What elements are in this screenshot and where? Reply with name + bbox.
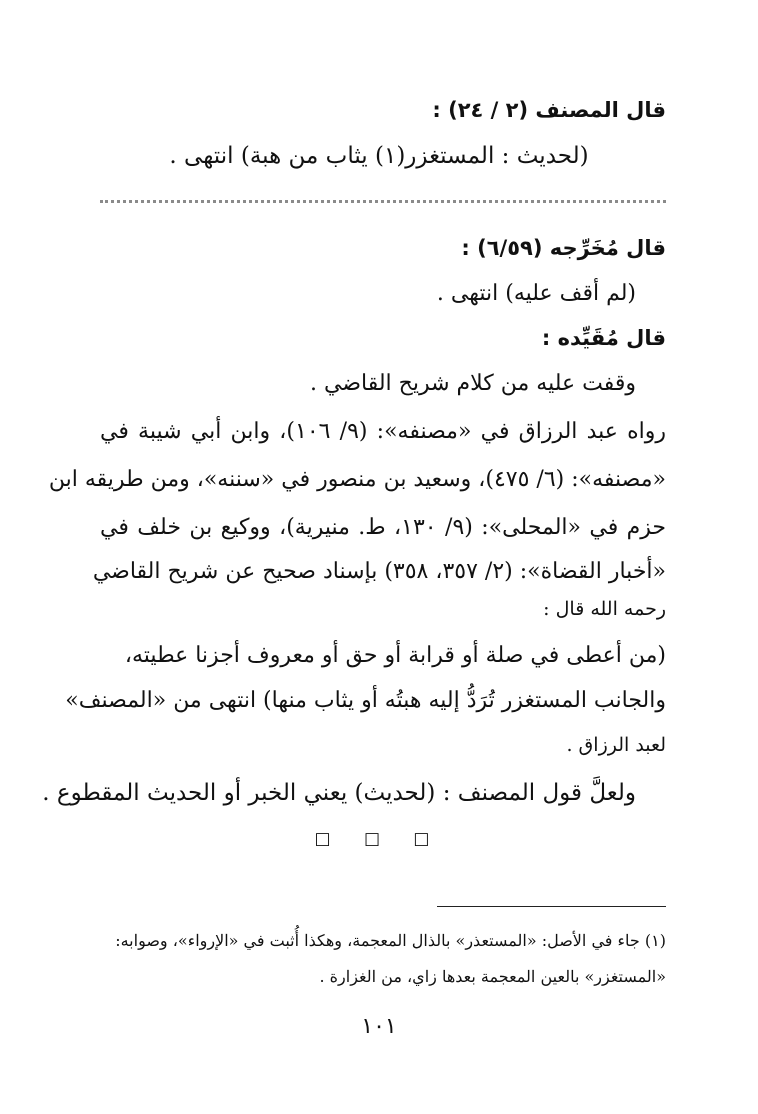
quote-mukharrij: (لم أقف عليه) انتهى . bbox=[436, 281, 636, 306]
footnote-line-2: «المستغزر» بالعين المعجمة بعدها زاي، من الغزارة . bbox=[319, 967, 666, 986]
heading-mukharrij: قال مُخَرِّجه (٦/٥٩) : bbox=[461, 236, 666, 260]
quote-hadith: (لحديث : المستغزر(١) يثاب من هبة) انتهى . bbox=[169, 143, 589, 169]
section-end-squares: □ □ □ bbox=[314, 829, 444, 849]
para1-line-2: «مصنفه»: (٦/ ٤٧٥)، وسعيد بن منصور في «سننه»، ومن طريقه ابن bbox=[48, 467, 666, 492]
dotted-separator bbox=[100, 200, 666, 203]
page-number: ١٠١ bbox=[361, 1014, 397, 1039]
para1-line-3: حزم في «المحلى»: (٩/ ١٣٠، ط. منيرية)، ووكيع بن خلف في bbox=[100, 515, 667, 540]
heading-muqayyid: قال مُقَيِّده : bbox=[541, 326, 666, 350]
conclusion-line: ولعلَّ قول المصنف : (لحديث) يعني الخبر أو الحديث المقطوع . bbox=[42, 780, 636, 806]
heading-musannif: قال المصنف (٢ / ٢٤) : bbox=[432, 98, 666, 122]
para2-line-3: لعبد الرزاق . bbox=[566, 734, 666, 756]
para1-line-1: رواه عبد الرزاق في «مصنفه»: (٩/ ١٠٦)، وابن أبي شيبة في bbox=[100, 419, 667, 444]
footnote-line-1: (١) جاء في الأصل: «المستعذر» بالذال المعجمة، وهكذا أُثبت في «الإرواء»، وصوابه: bbox=[115, 931, 666, 950]
para1-line-5: رحمه الله قال : bbox=[543, 598, 666, 620]
para2-line-1: (من أعطى في صلة أو قرابة أو حق أو معروف أجزنا عطيته، bbox=[124, 643, 666, 668]
para2-line-2: والجانب المستغزر تُرَدُّ إليه هبتُه أو يثاب منها) انتهى من «المصنف» bbox=[65, 688, 666, 713]
intro-line: وقفت عليه من كلام شريح القاضي . bbox=[310, 371, 636, 396]
footnote-rule bbox=[437, 906, 666, 907]
para1-line-4: «أخبار القضاة»: (٢/ ٣٥٧، ٣٥٨) بإسناد صحيح عن شريح القاضي bbox=[92, 559, 666, 584]
